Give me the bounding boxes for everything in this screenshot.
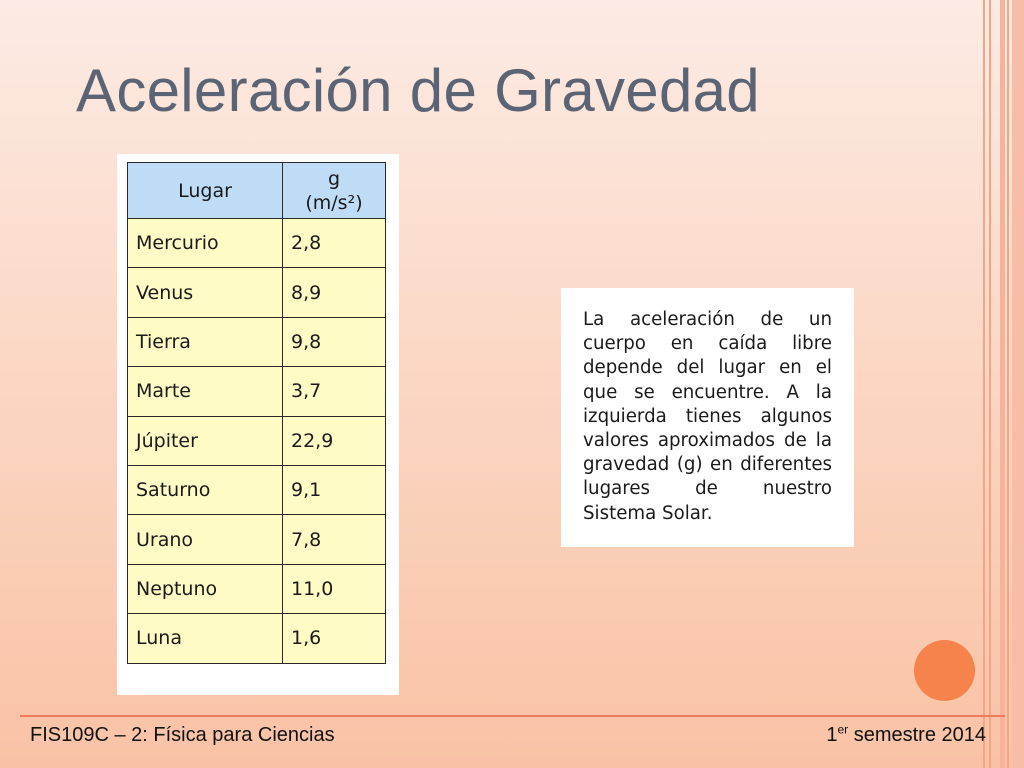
place-cell: Venus: [128, 268, 283, 317]
description-text: La aceleración de un cuerpo en caída libre depende del lugar en el que se encuentre. A la izquierda tienes algunos valores aproximados de la gravedad (g) en diferentes lugares de nuestro Sistema Solar.: [583, 309, 832, 524]
gravity-cell: 3,7: [283, 367, 386, 416]
gravity-cell: 7,8: [283, 515, 386, 564]
gravity-table: [127, 162, 386, 664]
gravity-cell: 9,8: [283, 317, 386, 366]
table-row: [128, 515, 386, 564]
table-row: [128, 367, 386, 416]
description-box: [561, 288, 854, 547]
table-row: [128, 219, 386, 268]
gravity-unit: (m/s²): [305, 191, 363, 214]
decorative-vertical-line: [1000, 0, 1005, 768]
column-header-gravity: [283, 163, 386, 219]
gravity-table-container: [117, 154, 399, 695]
table-row: [128, 465, 386, 514]
semester-superscript: er: [837, 722, 849, 737]
footer-course: FIS109C – 2: Física para Ciencias: [30, 724, 335, 746]
decorative-vertical-line: [989, 0, 991, 768]
gravity-cell: 11,0: [283, 564, 386, 613]
column-header-place: Lugar: [128, 163, 283, 219]
table-row: [128, 317, 386, 366]
table-row: [128, 564, 386, 613]
table-header-row: [128, 163, 386, 219]
semester-number: 1: [826, 724, 838, 746]
footer-semester: [826, 724, 986, 747]
table-row: [128, 268, 386, 317]
gravity-cell: 1,6: [283, 614, 386, 663]
gravity-cell: 2,8: [283, 219, 386, 268]
place-cell: Urano: [128, 515, 283, 564]
place-cell: Mercurio: [128, 219, 283, 268]
decorative-vertical-line: [1012, 0, 1024, 768]
gravity-cell: 8,9: [283, 268, 386, 317]
slide-title: Aceleración de Gravedad: [76, 57, 760, 124]
decorative-circle: [914, 640, 975, 701]
place-cell: Júpiter: [128, 416, 283, 465]
decorative-vertical-line: [1007, 0, 1009, 768]
place-cell: Marte: [128, 367, 283, 416]
place-cell: Tierra: [128, 317, 283, 366]
gravity-symbol: g: [327, 167, 341, 190]
gravity-cell: 9,1: [283, 465, 386, 514]
footer-divider: [20, 715, 1005, 717]
place-cell: Neptuno: [128, 564, 283, 613]
decorative-vertical-line: [983, 0, 985, 768]
gravity-cell: 22,9: [283, 416, 386, 465]
table-row: [128, 416, 386, 465]
place-cell: Luna: [128, 614, 283, 663]
table-row: [128, 614, 386, 663]
place-cell: Saturno: [128, 465, 283, 514]
semester-text: semestre 2014: [848, 724, 986, 746]
